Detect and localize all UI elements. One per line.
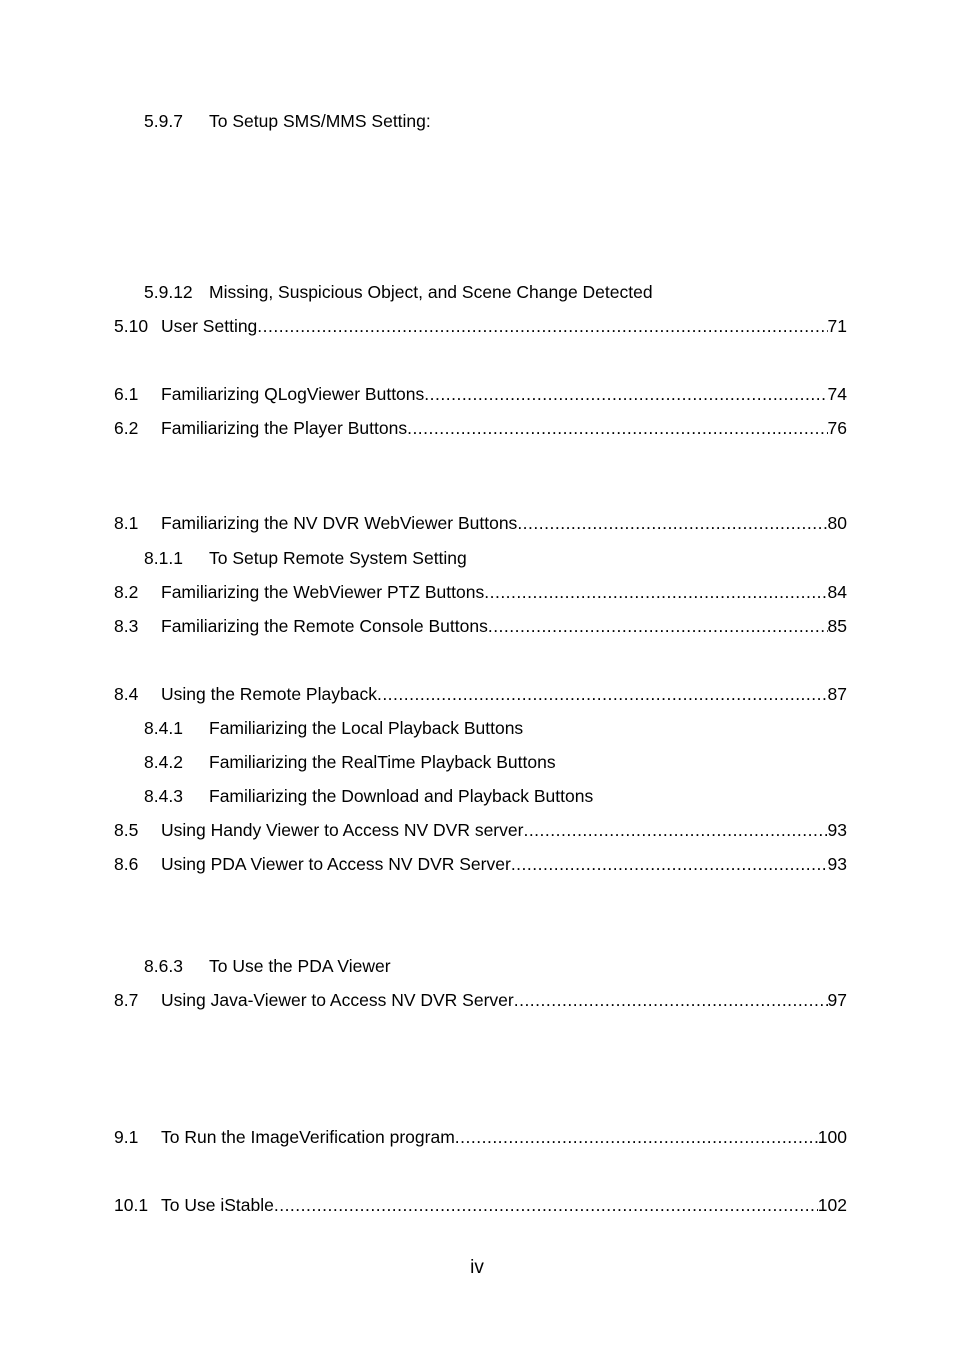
toc-entry-page: 97 (827, 990, 847, 1010)
toc-entry-number: 8.6 (114, 854, 139, 874)
toc-entry-title: Familiarizing the Download and Playback Buttons (209, 786, 594, 806)
toc-entry[interactable] (0, 382, 954, 406)
toc-entry-number: 8.4.3 (144, 786, 183, 806)
toc-entry-page: 71 (827, 316, 847, 336)
toc-entry-number: 6.1 (114, 384, 139, 404)
dot-leader (511, 852, 828, 876)
toc-entry-title: Missing, Suspicious Object, and Scene Change Detected (209, 282, 653, 302)
toc-entry[interactable] (0, 511, 954, 535)
toc-entry-title: User Setting (161, 316, 258, 336)
dot-leader (488, 614, 828, 638)
toc-entry-title: Using PDA Viewer to Access NV DVR Server (161, 854, 511, 874)
toc-entry-page: 74 (827, 384, 847, 404)
toc-entry[interactable] (0, 818, 954, 842)
toc-entry-number: 5.9.7 (144, 111, 183, 131)
toc-entry[interactable] (0, 954, 954, 978)
dot-leader (407, 416, 827, 440)
toc-entry-title: Familiarizing the WebViewer PTZ Buttons (161, 582, 485, 602)
toc-entry[interactable] (0, 280, 954, 304)
toc-entry-number: 5.10 (114, 316, 149, 336)
toc-entry-page: 87 (827, 684, 847, 704)
toc-entry[interactable] (0, 988, 954, 1012)
toc-entry-page: 93 (827, 820, 847, 840)
toc-entry-number: 8.3 (114, 616, 139, 636)
toc-entry-title: Familiarizing the RealTime Playback Buttons (209, 752, 556, 772)
toc-entry-title: Familiarizing the NV DVR WebViewer Buttons (161, 513, 518, 533)
toc-entry-page: 102 (817, 1195, 847, 1215)
toc-entry-title: Using Java-Viewer to Access NV DVR Server (161, 990, 514, 1010)
toc-entry-number: 8.4 (114, 684, 139, 704)
toc-entry-number: 8.7 (114, 990, 139, 1010)
toc-entry[interactable] (0, 1125, 954, 1149)
toc-entry-title: Using Handy Viewer to Access NV DVR server (161, 820, 524, 840)
dot-leader (484, 580, 827, 604)
toc-entry-title: Familiarizing the Local Playback Buttons (209, 718, 524, 738)
toc-entry-page: 85 (827, 616, 847, 636)
toc-entry[interactable] (0, 750, 954, 774)
toc-entry-number: 8.4.1 (144, 718, 183, 738)
toc-entry-number: 8.2 (114, 582, 139, 602)
toc-entry[interactable] (0, 546, 954, 570)
toc-entry-title: To Run the ImageVerification program (161, 1127, 455, 1147)
toc-entry-title: Using the Remote Playback (161, 684, 377, 704)
dot-leader (424, 382, 827, 406)
page-number: iv (470, 1257, 484, 1278)
toc-entry-page: 76 (827, 418, 847, 438)
toc-entry-title: Familiarizing the Player Buttons (161, 418, 408, 438)
toc-entry-number: 8.6.3 (144, 956, 183, 976)
toc-entry-number: 8.1 (114, 513, 139, 533)
toc-entry[interactable] (0, 682, 954, 706)
toc-entry-number: 8.4.2 (144, 752, 183, 772)
dot-leader (274, 1193, 818, 1217)
toc-entry-title: To Setup SMS/MMS Setting: (209, 111, 431, 131)
toc-entry-number: 8.1.1 (144, 548, 183, 568)
toc-entry-page: 93 (827, 854, 847, 874)
toc-entry-page: 80 (827, 513, 847, 533)
toc-entry-title: To Use the PDA Viewer (209, 956, 391, 976)
toc-entry[interactable] (0, 784, 954, 808)
toc-entry-number: 8.5 (114, 820, 139, 840)
toc-entry[interactable] (0, 852, 954, 876)
dot-leader (257, 314, 827, 338)
dot-leader (523, 818, 827, 842)
toc-entry-title: Familiarizing the Remote Console Buttons (161, 616, 488, 636)
toc-entry[interactable] (0, 716, 954, 740)
toc-entry-number: 10.1 (114, 1195, 149, 1215)
toc-entry-page: 84 (827, 582, 847, 602)
toc-entry-number: 5.9.12 (144, 282, 193, 302)
toc-entry-page: 100 (817, 1127, 847, 1147)
dot-leader (455, 1125, 818, 1149)
toc-entry[interactable] (0, 614, 954, 638)
toc-entry[interactable] (0, 580, 954, 604)
toc-entry[interactable] (0, 416, 954, 440)
dot-leader (377, 682, 828, 706)
toc-entry-number: 6.2 (114, 418, 139, 438)
toc-entry-title: To Use iStable (161, 1195, 274, 1215)
toc-entry[interactable] (0, 314, 954, 338)
toc-entry-title: Familiarizing QLogViewer Buttons (161, 384, 425, 404)
toc-entry[interactable] (0, 1193, 954, 1217)
dot-leader (514, 988, 828, 1012)
toc-entry[interactable] (0, 109, 954, 133)
toc-entry-number: 9.1 (114, 1127, 139, 1147)
toc-entry-title: To Setup Remote System Setting (209, 548, 467, 568)
dot-leader (517, 511, 827, 535)
